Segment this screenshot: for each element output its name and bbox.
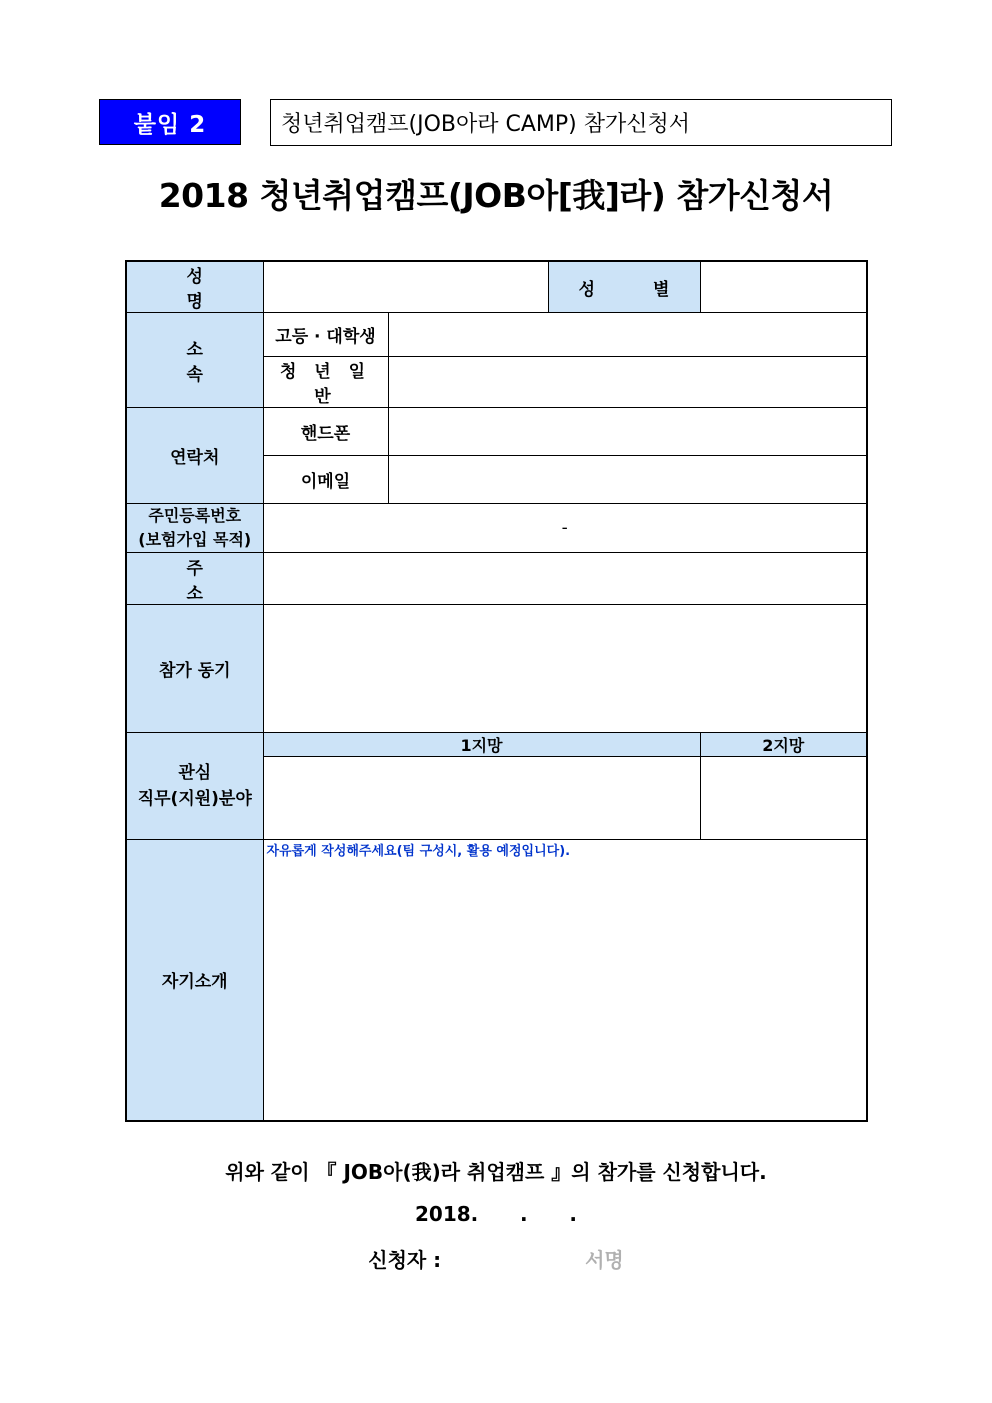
gender-label: 성 별 <box>548 261 700 313</box>
application-form <box>125 260 868 1122</box>
interest-label-line1: 관심 <box>178 763 212 783</box>
rrn-label-line1: 주민등록번호 <box>148 506 242 525</box>
email-field[interactable] <box>388 456 867 504</box>
date-line: 2018. . . <box>414 1202 577 1226</box>
signature-field[interactable]: 서명 <box>585 1248 624 1272</box>
first-choice-header: 1지망 <box>263 733 700 757</box>
affiliation-youth-field[interactable] <box>388 357 867 408</box>
intro-label: 자기소개 <box>126 840 263 1121</box>
interest-label-line2: 직무(지원)분야 <box>137 789 252 809</box>
name-label: 성 명 <box>126 261 263 313</box>
page-title: 2018 청년취업캠프(JOB아[我]라) 참가신청서 <box>158 176 834 215</box>
intro-hint: 자유롭게 작성해주세요(팀 구성시, 활용 예정입니다). <box>266 844 571 859</box>
first-choice-field[interactable] <box>263 757 700 840</box>
second-choice-header: 2지망 <box>700 733 867 757</box>
rrn-label <box>126 504 263 553</box>
phone-label: 핸드폰 <box>263 408 388 456</box>
header-title-box: 청년취업캠프(JOB아라 CAMP) 참가신청서 <box>270 99 892 146</box>
affiliation-youth-label: 청 년 일 반 <box>263 357 388 408</box>
applicant-line <box>0 1244 992 1273</box>
intro-field[interactable] <box>263 840 867 1121</box>
rrn-field[interactable] <box>263 504 867 553</box>
applicant-label: 신청자 : <box>368 1248 442 1272</box>
phone-field[interactable] <box>388 408 867 456</box>
address-label: 주 소 <box>126 553 263 605</box>
rrn-dash: - <box>561 518 568 538</box>
contact-label: 연락처 <box>126 408 263 504</box>
affiliation-label: 소 속 <box>126 313 263 408</box>
interest-label <box>126 733 263 840</box>
attachment-badge: 붙임 2 <box>99 99 241 145</box>
affiliation-student-label: 고등 · 대학생 <box>263 313 388 357</box>
motivation-field[interactable] <box>263 605 867 733</box>
address-field[interactable] <box>263 553 867 605</box>
second-choice-field[interactable] <box>700 757 867 840</box>
motivation-label: 참가 동기 <box>126 605 263 733</box>
name-field[interactable] <box>263 261 548 313</box>
affiliation-student-field[interactable] <box>388 313 867 357</box>
email-label: 이메일 <box>263 456 388 504</box>
gender-field[interactable] <box>700 261 867 313</box>
rrn-label-line2: (보험가입 목적) <box>138 530 252 549</box>
statement-text: 위와 같이 『 JOB아(我)라 취업캠프 』의 참가를 신청합니다. <box>225 1160 767 1184</box>
